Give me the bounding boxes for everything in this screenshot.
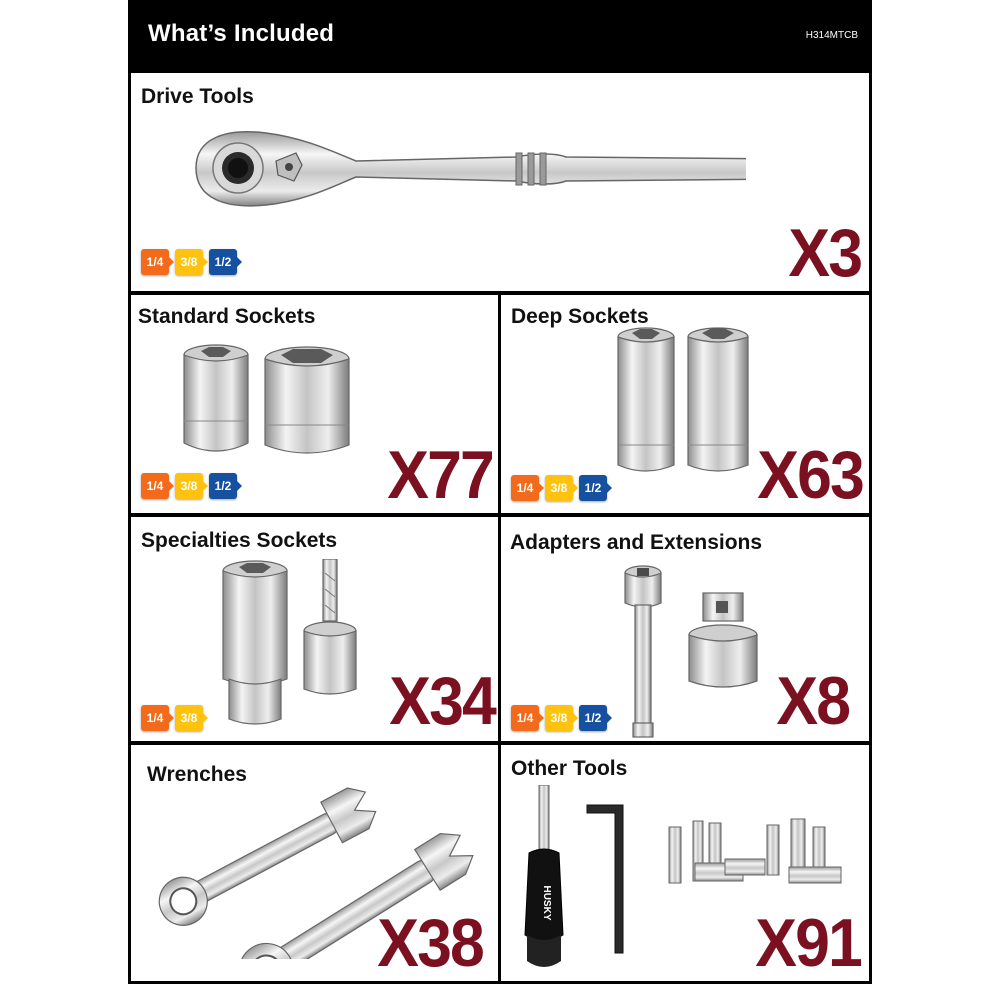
spark-plug-socket-icon [219,559,369,729]
size-tag-1-2: 1/2 [579,475,607,501]
item-count: X3 [788,215,861,291]
adapter-size-tags [511,705,607,731]
model-number: H314MTCB [805,30,858,41]
panel-deep-sockets [498,292,872,516]
panel-title: Drive Tools [141,85,254,108]
size-tag-1-4: 1/4 [511,475,539,501]
panel-adapters-extensions [498,514,872,744]
panel-specialties-sockets [128,514,502,744]
item-count: X34 [389,663,495,739]
size-tag-1-2: 1/2 [209,473,237,499]
extension-bar-icon [621,563,781,743]
panel-title: Other Tools [511,757,628,780]
ratchet-icon [186,123,746,213]
panel-title: Adapters and Extensions [510,531,763,554]
size-tag-3-8: 3/8 [175,705,203,731]
drive-size-tags [141,249,237,275]
size-tag-3-8: 3/8 [175,473,203,499]
panel-title: Specialties Sockets [141,529,338,552]
item-count: X38 [377,905,483,981]
deep-socket-icon [616,325,756,475]
size-tag-1-2: 1/2 [579,705,607,731]
item-count: X77 [387,437,493,513]
size-tag-1-4: 1/4 [511,705,539,731]
header-bar [128,0,872,72]
item-count: X63 [757,437,863,513]
item-count: X8 [776,663,849,739]
driver-bits-icon [665,817,845,897]
size-tag-1-2: 1/2 [209,249,237,275]
hex-key-icon [583,801,633,957]
husky-brand-label: HUSKY [541,885,552,921]
standard-socket-icon [181,343,361,463]
size-tag-3-8: 3/8 [545,705,573,731]
panel-other-tools [498,742,872,984]
screwdriver-icon [515,785,575,975]
size-tag-1-4: 1/4 [141,705,169,731]
panel-drive-tools [128,70,872,294]
panel-wrenches [128,742,502,984]
size-tag-3-8: 3/8 [175,249,203,275]
page-title: What’s Included [148,20,335,47]
specialty-size-tags [141,705,203,731]
size-tag-3-8: 3/8 [545,475,573,501]
panel-title: Standard Sockets [138,305,316,328]
size-tag-1-4: 1/4 [141,249,169,275]
panel-standard-sockets [128,292,502,516]
item-count: X91 [755,905,861,981]
panel-title: Deep Sockets [511,305,649,328]
deep-size-tags [511,475,607,501]
standard-size-tags [141,473,237,499]
panel-title: Wrenches [147,763,247,786]
size-tag-1-4: 1/4 [141,473,169,499]
